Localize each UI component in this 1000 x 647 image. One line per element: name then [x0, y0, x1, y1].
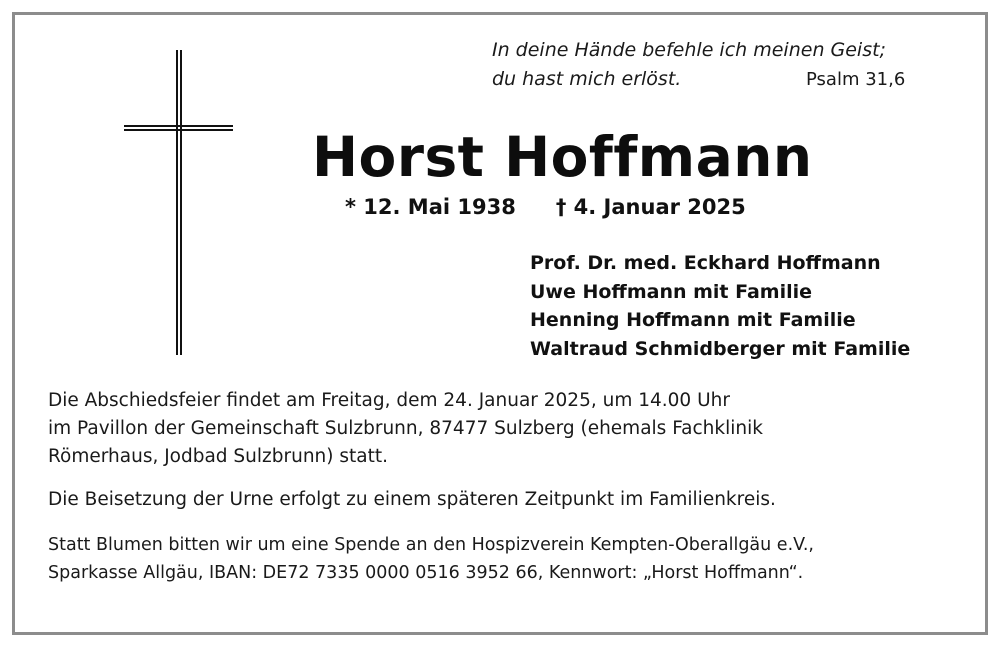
- ceremony-line-1: Die Abschiedsfeier findet am Freitag, dem 24. Januar 2025, um 14.00 Uhr: [48, 390, 730, 411]
- donation-line-2: Sparkasse Allgäu, IBAN: DE72 7335 0000 0516 3952 66, Kennwort: „Horst Hoffmann“.: [48, 563, 804, 583]
- deceased-name: Horst Hoffmann: [312, 125, 813, 189]
- quote-line-1: In deine Hände befehle ich meinen Geist;: [492, 39, 886, 61]
- ceremony-paragraph: [48, 387, 948, 471]
- ceremony-line-2: im Pavillon der Gemeinschaft Sulzbrunn, 87477 Sulzberg (ehemals Fachklinik: [48, 418, 763, 439]
- mourner-1: Prof. Dr. med. Eckhard Hoffmann: [530, 252, 881, 274]
- birth-date: * 12. Mai 1938: [345, 195, 516, 219]
- death-date: † 4. Januar 2025: [555, 195, 746, 219]
- burial-paragraph: [48, 486, 948, 514]
- cross-icon: [0, 0, 240, 360]
- burial-line: Die Beisetzung der Urne erfolgt zu einem späteren Zeitpunkt im Familienkreis.: [48, 489, 776, 510]
- mourner-2: Uwe Hoffmann mit Familie: [530, 280, 813, 303]
- mourner-4: Waltraud Schmidberger mit Familie: [530, 337, 911, 360]
- mourners-list: [530, 249, 910, 363]
- life-dates: [345, 193, 746, 221]
- quote-reference: Psalm 31,6: [806, 69, 906, 90]
- quote-line-2: du hast mich erlöst.: [492, 68, 682, 90]
- donation-paragraph: [48, 531, 948, 587]
- donation-line-1: Statt Blumen bitten wir um eine Spende an den Hospizverein Kempten-Oberallgäu e.V.,: [48, 535, 814, 555]
- ceremony-line-3: Römerhaus, Jodbad Sulzbrunn) statt.: [48, 446, 388, 467]
- mourner-3: Henning Hoffmann mit Familie: [530, 309, 856, 331]
